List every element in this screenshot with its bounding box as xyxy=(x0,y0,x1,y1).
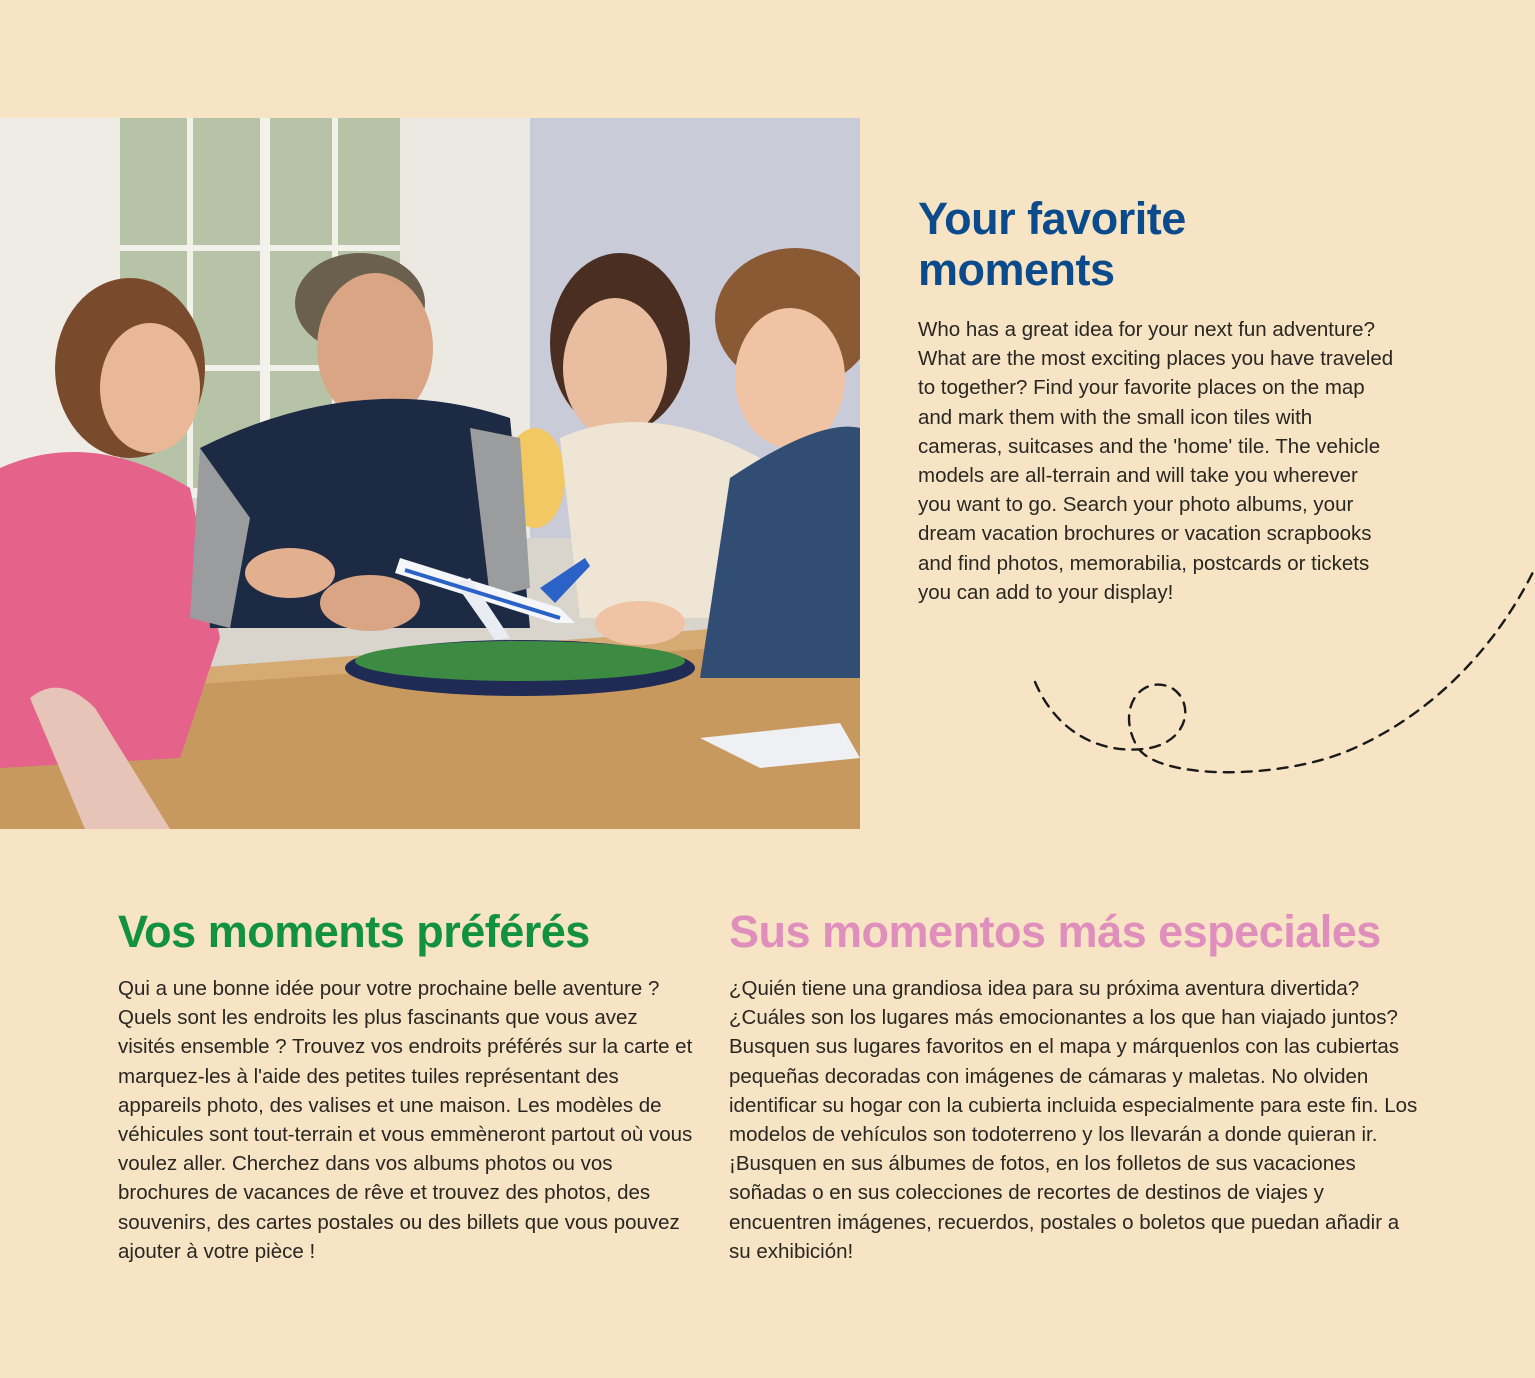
spanish-body: ¿Quién tiene una grandiosa idea para su próxima aventura divertida? ¿Cuáles son los lugares más emocionantes a los que han viajado juntos? Busquen sus lugares favoritos en el mapa y márquenlos con las cubiertas pequeñas decoradas con imágenes de cámaras y maletas. No olviden identificar su hogar con la cubierta incluida especialmente para este fin. Los modelos de vehículos son todoterreno y los llevarán a donde quieran ir. ¡Busquen en sus álbumes de fotos, en los folletos de sus vacaciones soñadas o en sus colecciones de recortes de destinos de viajes y encuentren imágenes, recuerdos, postales o boletos que puedan añadir a su exhibición! xyxy=(729,977,1418,1263)
dashed-flight-path-icon xyxy=(1020,560,1535,785)
french-body: Qui a une bonne idée pour votre prochaine belle aventure ? Quels sont les endroits les plus fascinants que vous avez visités ensemble ? Trouvez vos endroits préférés sur la carte et marquez-les à l'aide des petites tuiles représentant des appareils photo, des valises et une maison. Les modèles de véhicules sont tout-terrain et vous emmèneront partout où vous voulez aller. Cherchez dans vos albums photos ou vos brochures de vacances de rêve et trouvez des photos, des souvenirs, des cartes postales ou des billets que vous pouvez ajouter à votre pièce ! xyxy=(118,977,693,1263)
french-title: Vos moments préférés xyxy=(118,906,590,957)
spanish-section xyxy=(729,905,1419,1266)
english-body: Who has a great idea for your next fun adventure? What are the most exciting places you have traveled to together? Find your favorite places on the map and mark them with the small icon tiles with cameras, suitcases and the 'home' tile. The vehicle models are all-terrain and will take you wherever you want to go. Search your photo albums, your dream vacation brochures or vacation scrapbooks and find photos, memorabilia, postcards or tickets you can add to your display! xyxy=(918,318,1394,604)
english-section xyxy=(918,193,1418,607)
family-building-airplane-photo xyxy=(0,118,860,829)
french-section xyxy=(118,905,693,1266)
family-photo xyxy=(0,118,860,829)
spanish-title: Sus momentos más especiales xyxy=(729,906,1381,957)
english-title: Your favorite moments xyxy=(918,193,1186,295)
